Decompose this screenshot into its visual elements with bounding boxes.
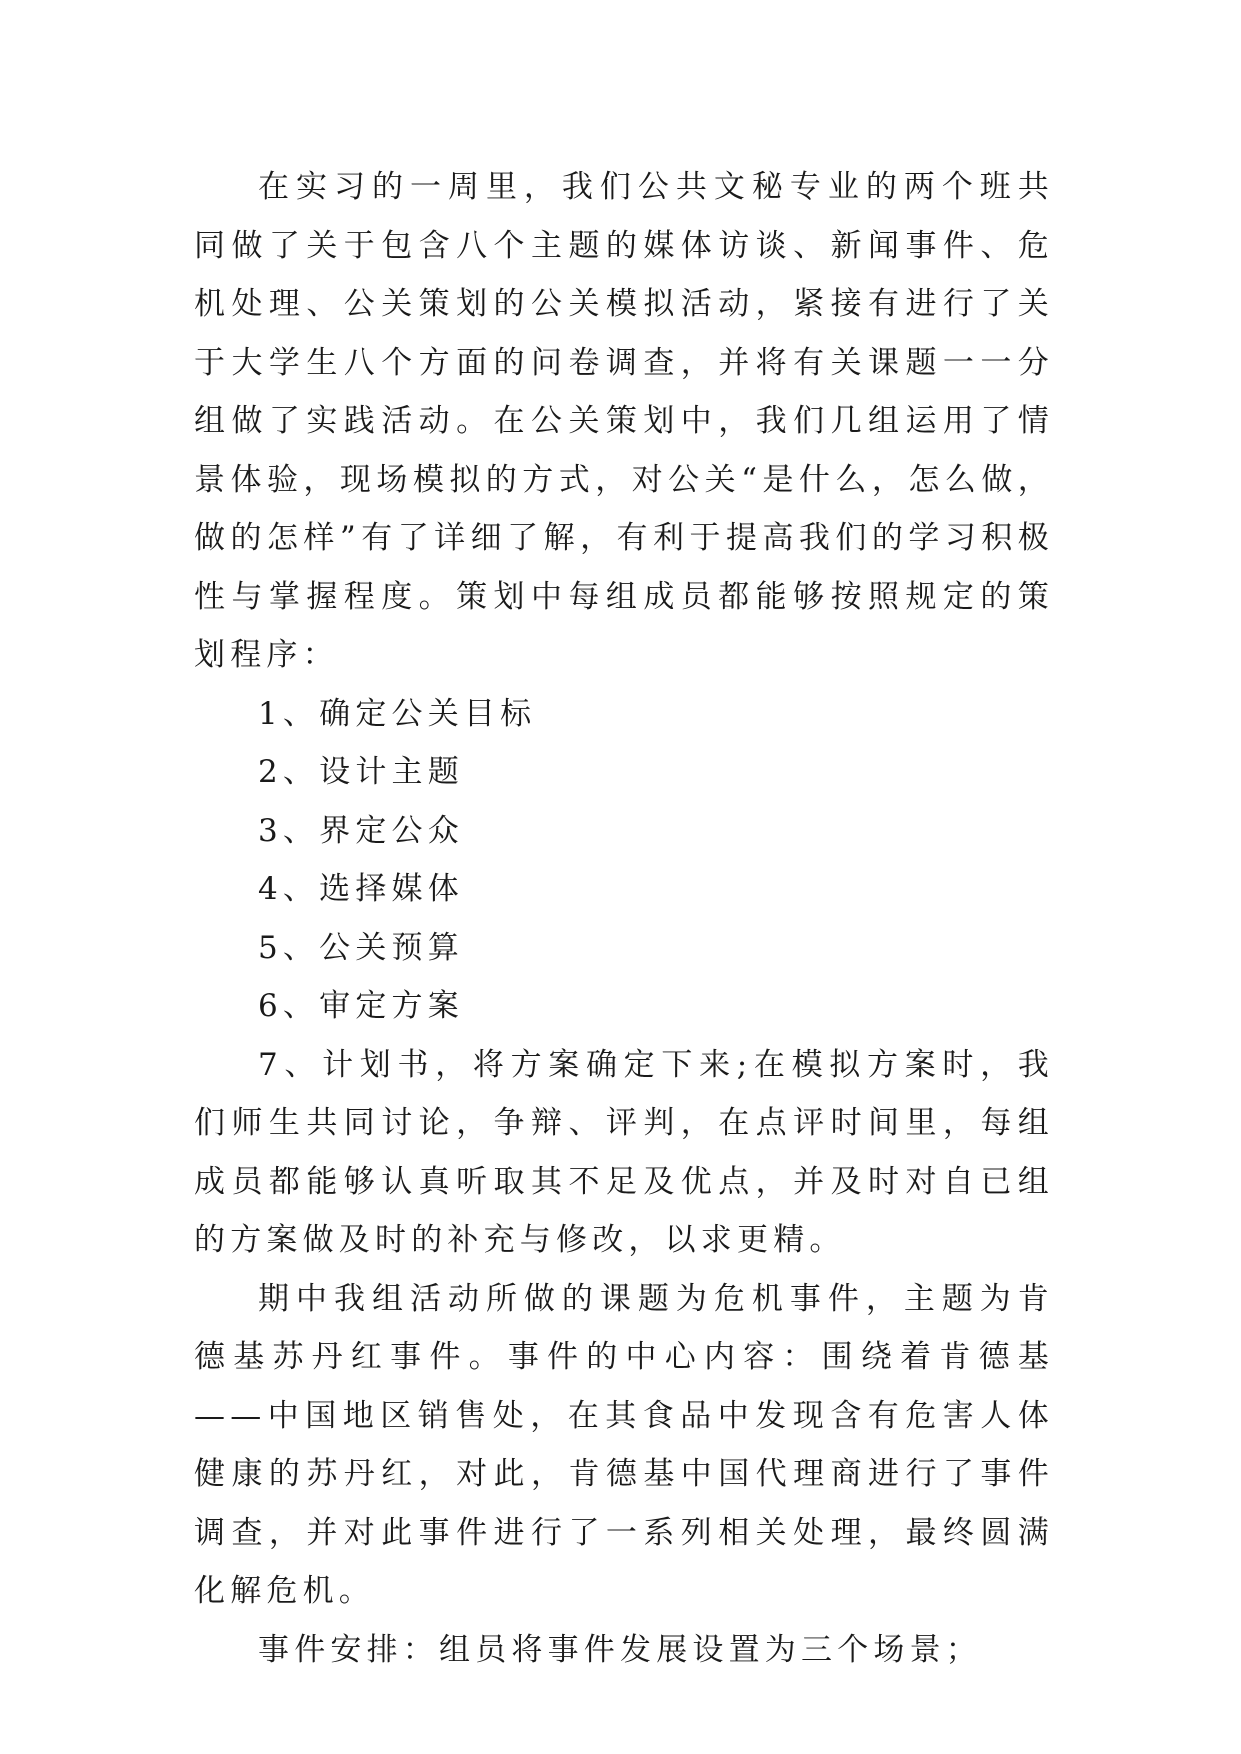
planning-step-7: 7、计划书，将方案确定下来;在模拟方案时，我们师生共同讨论，争辩、评判，在点评时间里，每组成员都能够认真听取其不足及优点，并及时对自已组的方案做及时的补充与修改，以求更精。 xyxy=(194,1046,1054,1258)
planning-step-2: 2、设计主题 xyxy=(258,754,464,790)
document-body xyxy=(194,158,1054,1679)
planning-step-5: 5、公关预算 xyxy=(258,929,464,966)
planning-step-1: 1、确定公关目标 xyxy=(258,695,537,732)
intro-paragraph: 在实习的一周里，我们公共文秘专业的两个班共同做了关于包含八个主题的媒体访谈、新闻事件、危机处理、公关策划的公关模拟活动，紧接有进行了关于大学生八个方面的问卷调查，并将有关课题一一分组做了实践活动。在公关策划中，我们几组运用了情景体验，现场模拟的方式，对公关“是什么，怎么做，做的怎样”有了详细了解，有利于提高我们的学习积极性与掌握程度。策划中每组成员都能够按照规定的策划程序： xyxy=(194,169,1054,673)
planning-step-6: 6、审定方案 xyxy=(258,988,464,1024)
planning-step-3: 3、界定公众 xyxy=(258,812,464,849)
event-topic-paragraph: 期中我组活动所做的课题为危机事件，主题为肯德基苏丹红事件。事件的中心内容：围绕着肯德基——中国地区销售处，在其食品中发现含有危害人体健康的苏丹红，对此，肯德基中国代理商进行了事件调查，并对此事件进行了一系列相关处理，最终圆满化解危机。 xyxy=(194,1280,1054,1609)
planning-step-4: 4、选择媒体 xyxy=(258,871,464,907)
event-arrangement-paragraph: 事件安排：组员将事件发展设置为三个场景； xyxy=(258,1631,982,1668)
